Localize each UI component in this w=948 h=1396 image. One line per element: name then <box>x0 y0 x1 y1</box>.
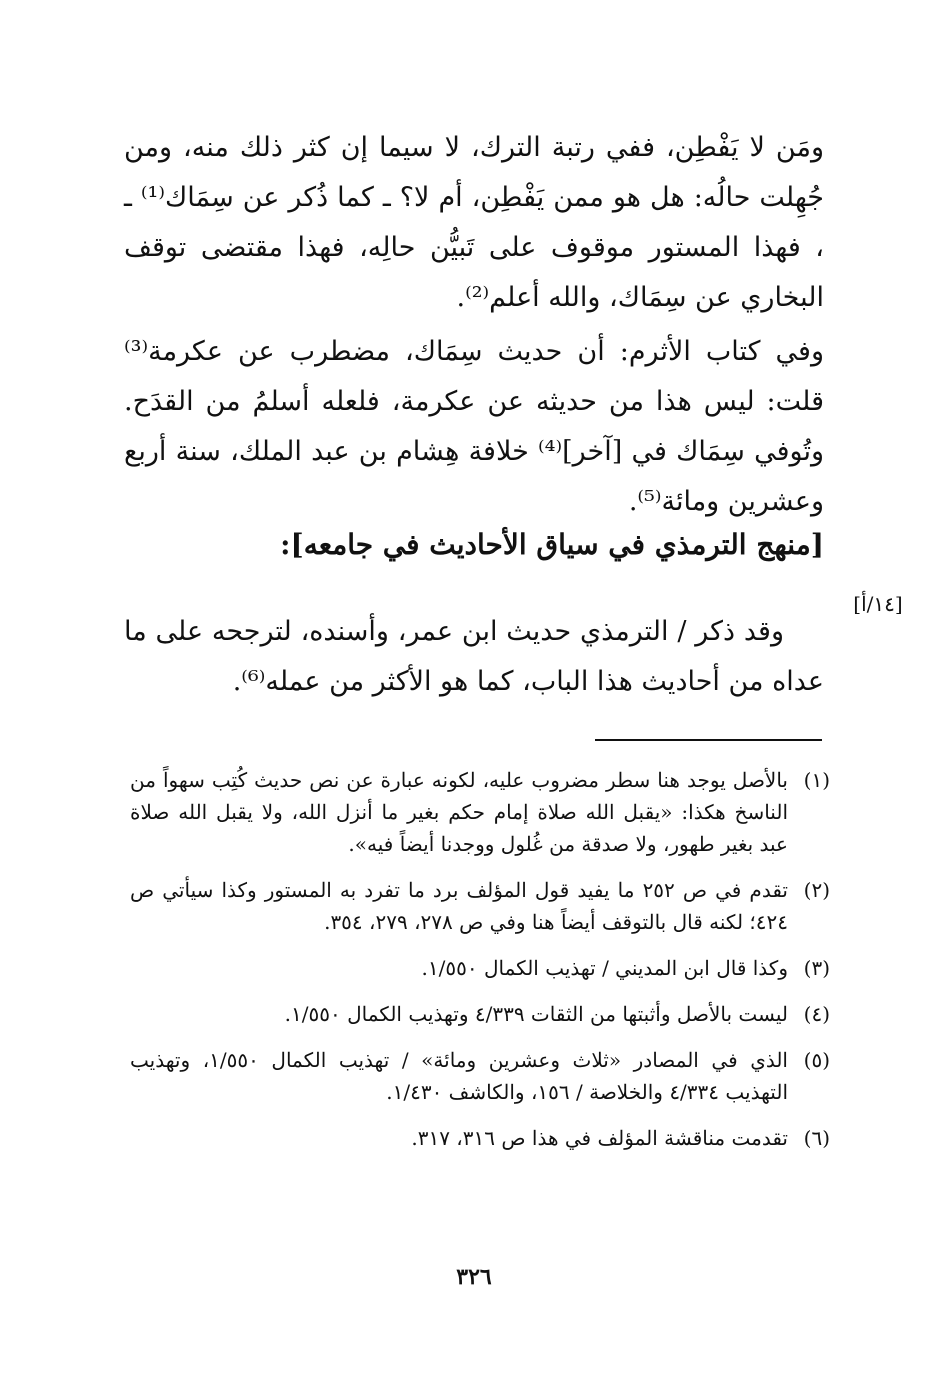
manuscript-folio-marker: [١٤/أ] <box>853 592 903 616</box>
footnote-item <box>130 1122 830 1154</box>
footnote-number: (١) <box>803 768 830 792</box>
footnote-text: تقدم في ص ٢٥٢ ما يفيد قول المؤلف برد ما تفرد به المستور وكذا سيأتي ص ٤٢٤؛ لكنه قال بالتوقف أيضاً هنا وفي ص ٢٧٨، ٢٧٩، ٣٥٤. <box>130 878 788 934</box>
footnote-item <box>130 874 830 938</box>
footnote-text: تقدمت مناقشة المؤلف في هذا ص ٣١٦، ٣١٧. <box>411 1126 788 1150</box>
footnote-item <box>130 952 830 984</box>
footnote-item <box>130 1044 830 1108</box>
footnote-separator <box>595 739 822 741</box>
section-heading: [منهج الترمذي في سياق الأحاديث في جامعه]: <box>280 528 824 561</box>
body-paragraph-3: وقد ذكر / الترمذي حديث ابن عمر، وأسنده، لترجحه على ما عداه من أحاديث هذا الباب، كما هو الأكثر من عمله⁽⁶⁾. <box>124 616 824 697</box>
footnote-text: الذي في المصادر «ثلاث وعشرين ومائة» / تهذيب الكمال ١/٥٥٠، وتهذيب التهذيب ٤/٣٣٤ والخلاصة / ١٥٦، والكاشف ١/٤٣٠. <box>130 1048 788 1104</box>
footnote-number: (٦) <box>803 1126 830 1150</box>
body-paragraph-1: ومَن لا يَفْطِن، ففي رتبة الترك، لا سيما إن كثر ذلك منه، ومن جُهِلت حالُه: هل هو ممن يَفْطِن، أم لا؟ ـ كما ذُكر عن سِمَاك⁽¹⁾ ـ ، فهذا المستور موقوف على تَبيُّن حالِه، فهذا مقتضى توقف البخاري عن سِمَاك، والله أعلم⁽²⁾. <box>124 132 825 313</box>
footnote-item <box>130 764 830 860</box>
footnote-number: (٤) <box>803 1002 830 1026</box>
footnote-text: ليست بالأصل وأثبتها من الثقات ٤/٣٣٩ وتهذيب الكمال ١/٥٥٠. <box>284 1002 788 1026</box>
page-number: ٣٢٦ <box>456 1264 492 1290</box>
footnote-text: وكذا قال ابن المديني / تهذيب الكمال ١/٥٥٠. <box>421 956 788 980</box>
footnote-item <box>130 998 830 1030</box>
footnote-text: بالأصل يوجد هنا سطر مضروب عليه، لكونه عبارة عن نص حديث كُتِب سهواً من الناسخ هكذا: «يقبل الله صلاة إمام حكم بغير ما أنزل الله، ولا يقبل الله صلاة عبد بغير طهور، ولا صدقة من غُلول ووجدنا أيضاً فيه». <box>130 768 788 856</box>
footnotes-list <box>130 764 830 1168</box>
footnote-number: (٥) <box>803 1048 830 1072</box>
footnote-number: (٣) <box>803 956 830 980</box>
footnote-number: (٢) <box>803 878 830 902</box>
body-paragraph-2: وفي كتاب الأثرم: أن حديث سِمَاك، مضطرب عن عكرمة⁽³⁾ قلت: ليس هذا من حديثه عن عكرمة، فلعله أسلمُ من القدَح. وتُوفي سِمَاك في [آخر]⁽⁴⁾ خلافة هِشام بن عبد الملك، سنة أربع وعشرين ومائة⁽⁵⁾. <box>124 336 824 517</box>
